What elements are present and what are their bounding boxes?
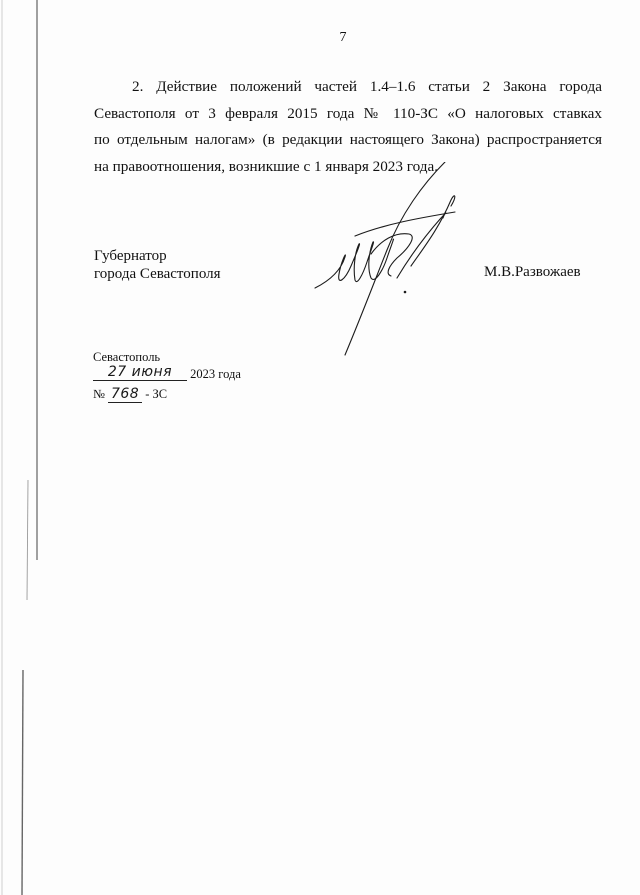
paragraph-line: Севастополя от 3 февраля 2015 года № 110-ЗС «О налоговых ставках	[94, 104, 602, 122]
issue-city: Севастополь	[93, 350, 161, 364]
paragraph-line: по отдельным налогам» (в редакции настоящего Закона) распространяется	[94, 131, 602, 148]
issue-number-row	[93, 386, 241, 406]
signer-title-line: города Севастополя	[94, 266, 221, 282]
handwritten-date: 27 июня	[93, 364, 187, 381]
number-suffix: - ЗС	[145, 387, 168, 401]
signer-name: М.В.Развожаев	[484, 264, 581, 280]
handwritten-number: 768	[108, 386, 142, 403]
issue-details	[93, 350, 241, 406]
signer-title-line: Губернатор	[94, 248, 167, 264]
issue-year: 2023 года	[190, 367, 241, 381]
page-number: 7	[339, 30, 347, 45]
signer-title	[94, 247, 221, 283]
paragraph-line: на правоотношения, возникшие с 1 января 2023 года.	[94, 157, 439, 175]
issue-date-row	[93, 366, 241, 386]
number-prefix: №	[93, 387, 105, 401]
paragraph-line: 2. Действие положений частей 1.4–1.6 статьи 2 Закона города	[132, 78, 602, 95]
handwritten-signature	[305, 162, 475, 358]
